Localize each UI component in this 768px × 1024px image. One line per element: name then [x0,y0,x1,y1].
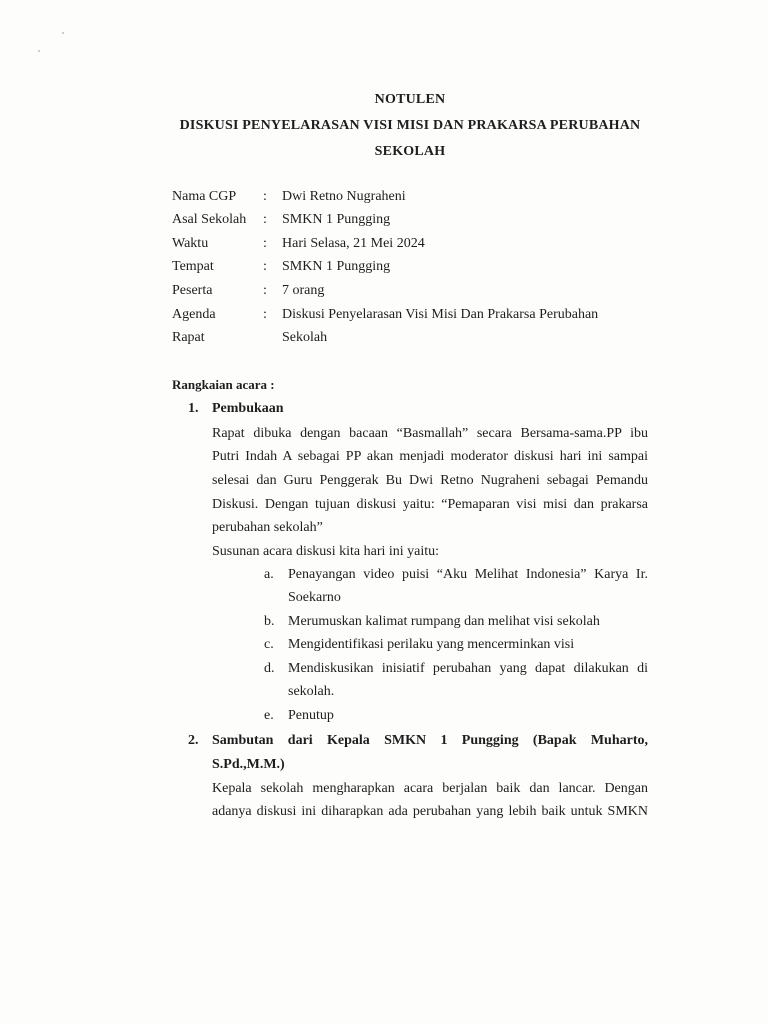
info-colon: : [263,259,267,274]
susunan-acara-intro: Susunan acara diskusi kita hari ini yaitu: [212,544,440,559]
document-title: NOTULEN [374,92,446,107]
paragraph-line: adanya diskusi ini diharapkan ada perubahan yang lebih baik untuk SMKN [212,804,648,819]
item-number: 1. [188,401,199,416]
info-value: SMKN 1 Pungging [282,212,391,227]
info-label: Tempat [172,259,214,274]
info-label: Waktu [172,236,209,251]
subitem-line: Penayangan video puisi “Aku Melihat Indonesia” Karya Ir. [288,567,648,582]
info-value: 7 orang [282,283,325,298]
info-value: Dwi Retno Nugraheni [282,189,406,204]
item-title-pembukaan: Pembukaan [212,401,284,416]
subitem-line: sekolah. [288,684,335,699]
subitem-line: Mendiskusikan inisiatif perubahan yang dapat dilakukan di [288,661,648,676]
paragraph-line: Putri Indah A sebagai PP akan menjadi moderator diskusi hari ini sampai [212,449,648,464]
info-label: Asal Sekolah [172,212,247,227]
document-subtitle-cont: SEKOLAH [374,144,446,159]
document-subtitle: DISKUSI PENYELARASAN VISI MISI DAN PRAKARSA PERUBAHAN [179,118,641,133]
subitem-line: Mengidentifikasi perilaku yang mencerminkan visi [288,637,575,652]
paragraph-line: Kepala sekolah mengharapkan acara berjalan baik dan lancar. Dengan [212,781,648,796]
subitem-letter: e. [264,708,274,723]
info-value: Diskusi Penyelarasan Visi Misi Dan Prakarsa Perubahan [282,307,599,322]
subitem-line: Penutup [288,708,334,723]
item-number: 2. [188,733,199,748]
info-colon: : [263,283,267,298]
rangkaian-heading: Rangkaian acara : [172,377,275,392]
subitem-letter: b. [264,614,275,629]
item-title-sambutan: Sambutan dari Kepala SMKN 1 Pungging (Bapak Muharto, [212,733,648,748]
info-colon: : [263,236,267,251]
subitem-letter: c. [264,637,274,652]
info-label: Agenda [172,307,216,322]
subitem-line: Soekarno [288,590,341,605]
info-value: Sekolah [282,330,328,345]
info-colon: : [263,189,267,204]
paragraph-line: Diskusi. Dengan tujuan diskusi yaitu: “Pemaparan visi misi dan prakarsa [212,497,648,512]
scan-speck [38,50,40,52]
info-colon: : [263,212,267,227]
subitem-line: Merumuskan kalimat rumpang dan melihat visi sekolah [288,614,600,629]
info-value: Hari Selasa, 21 Mei 2024 [282,236,425,251]
info-label: Peserta [172,283,213,298]
subitem-letter: a. [264,567,274,582]
item-title-sambutan-cont: S.Pd.,M.M.) [212,757,285,772]
scan-speck [62,32,64,34]
paragraph-line: perubahan sekolah” [212,520,323,535]
paragraph-line: Rapat dibuka dengan bacaan “Basmallah” secara Bersama-sama.PP ibu [212,426,648,441]
paragraph-line: selesai dan Guru Penggerak Bu Dwi Retno Nugraheni sebagai Pemandu [212,473,648,488]
info-label: Nama CGP [172,189,237,204]
info-colon: : [263,307,267,322]
info-value: SMKN 1 Pungging [282,259,391,274]
info-label: Rapat [172,330,205,345]
subitem-letter: d. [264,661,275,676]
